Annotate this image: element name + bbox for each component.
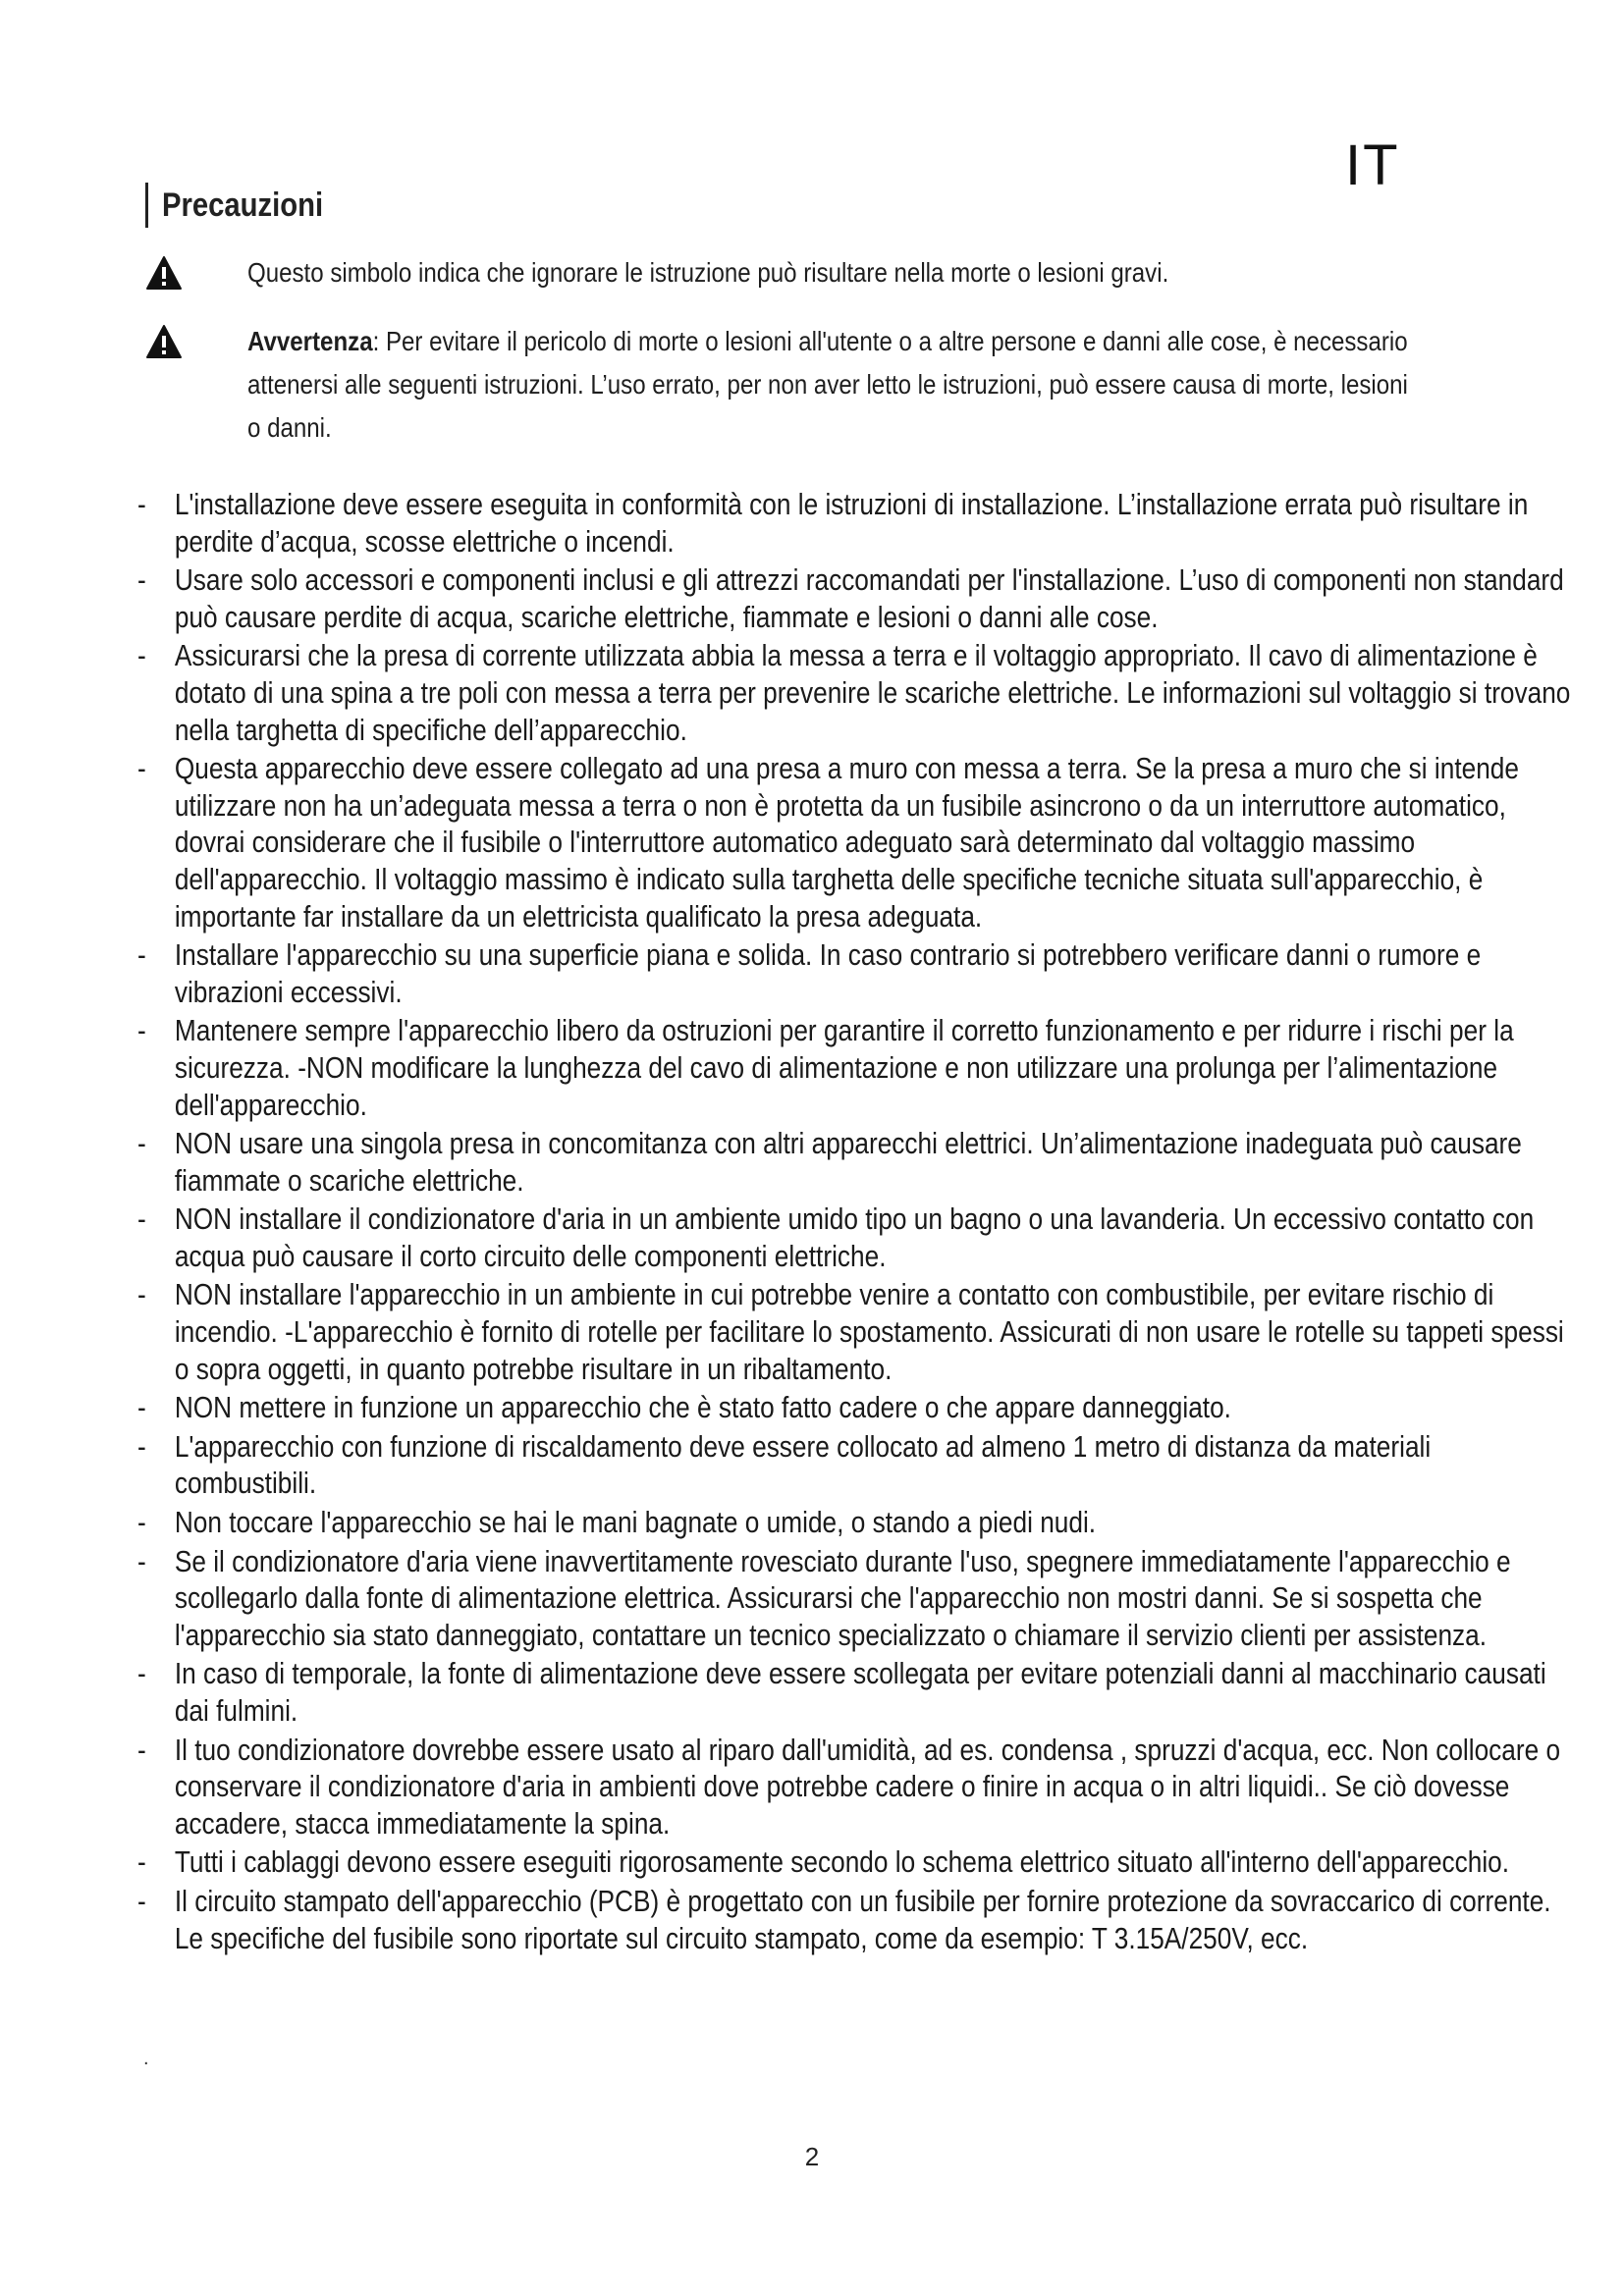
list-item — [137, 1884, 1573, 1957]
warning-label-2: Avvertenza — [247, 326, 373, 356]
list-item-text: Installare l'apparecchio su una superficie piana e solida. In caso contrario si potrebbero verificare danni o rumore e vibrazioni eccessivi. — [174, 938, 1482, 1009]
list-marker: - — [137, 1202, 146, 1237]
list-marker: - — [137, 563, 146, 598]
list-marker: - — [137, 1657, 146, 1691]
list-marker: - — [137, 1845, 146, 1880]
list-marker: - — [137, 1506, 146, 1540]
list-item — [137, 937, 1573, 1011]
list-item-text: Non toccare l'apparecchio se hai le mani bagnate o umide, o stando a piedi nudi. — [174, 1506, 1097, 1540]
warning-text-2 — [247, 320, 1413, 450]
list-marker: - — [137, 488, 146, 521]
list-item — [137, 562, 1573, 636]
list-item — [137, 638, 1573, 749]
list-item-text: Il tuo condizionatore dovrebbe essere usato al riparo dall'umidità, ad es. condensa , spruzzi d'acqua, ecc. Non collocare o conservare il condizionatore d'aria in ambienti dove potrebbe cadere o finire in acqua o in altri liquidi.. Se ciò dovesse accadere, stacca immediatamente la spina. — [174, 1733, 1561, 1841]
list-marker: - — [137, 1278, 146, 1312]
list-item — [137, 751, 1573, 935]
list-item-text: L'installazione deve essere eseguita in conformità con le istruzioni di installazione. L’installazione errata può risultare in perdite d’acqua, scosse elettriche o incendi. — [174, 488, 1529, 559]
warning-text-1 — [247, 251, 1413, 294]
list-item-text: NON installare il condizionatore d'aria in un ambiente umido tipo un bagno o una lavanderia. Un eccessivo contatto con acqua può causare il corto circuito delle componenti elettriche. — [174, 1202, 1535, 1273]
list-item — [137, 1277, 1573, 1388]
list-item-text: Questa apparecchio deve essere collegato ad una presa a muro con messa a terra. Se la presa a muro che si intende utilizzare non ha un’adeguata messa a terra o non è protetta da un fusibile asincrono o da un interruttore automatico, dovrai considerare che il fusibile o l'interruttore automatico adeguato sarà determinato dal voltaggio massimo dell'apparecchio. Il voltaggio massimo è indicato sulla targhetta delle specifiche tecniche situata sull'apparecchio, è importante far installare da un elettricista qualificato la presa adeguata. — [174, 752, 1519, 934]
list-marker: - — [137, 1127, 146, 1161]
list-item-text: Tutti i cablaggi devono essere eseguiti rigorosamente secondo lo schema elettrico situato all'interno dell'apparecchio. — [174, 1845, 1510, 1880]
list-item-text: Assicurarsi che la presa di corrente utilizzata abbia la messa a terra e il voltaggio appropriato. Il cavo di alimentazione è dotato di una spina a tre poli con messa a terra per prevenire le scariche elettriche. Le informazioni sul voltaggio si trovano nella targhetta di specifiche dell’apparecchio. — [174, 639, 1571, 747]
list-marker: - — [137, 1544, 146, 1578]
list-marker: - — [137, 1391, 146, 1425]
list-item — [137, 1429, 1573, 1503]
list-item — [137, 1733, 1573, 1843]
list-item — [137, 1844, 1573, 1882]
list-item-text: NON usare una singola presa in concomitanza con altri apparecchi elettrici. Un’alimentazione inadeguata può causare fiammate o scariche elettriche. — [174, 1127, 1522, 1198]
page-title: Precauzioni — [162, 186, 324, 224]
warning-triangle-icon — [145, 324, 183, 359]
list-marker: - — [137, 1014, 146, 1048]
section-divider — [145, 183, 148, 228]
section-header — [145, 183, 350, 228]
list-item — [137, 487, 1573, 561]
list-marker: - — [137, 1429, 146, 1464]
list-item — [137, 1390, 1573, 1427]
language-code: IT — [1345, 133, 1400, 197]
list-marker: - — [137, 938, 146, 973]
list-item-text: L'apparecchio con funzione di riscaldamento deve essere collocato ad almeno 1 metro di distanza da materiali combustibili. — [174, 1429, 1432, 1501]
list-item-text: Se il condizionatore d'aria viene inavvertitamente rovesciato durante l'uso, spegnere immediatamente l'apparecchio e scollegarlo dalla fonte di alimentazione elettrica. Assicurarsi che l'apparecchio non mostri danni. Se si sospetta che l'apparecchio sia stato danneggiato, contattare un tecnico specializzato o chiamare il servizio clienti per assistenza. — [174, 1544, 1511, 1652]
page-number: 2 — [804, 2142, 820, 2171]
list-item — [137, 1013, 1573, 1124]
warning-body-1: Questo simbolo indica che ignorare le istruzione può risultare nella morte o lesioni gravi. — [247, 257, 1169, 288]
warning-triangle-icon — [145, 255, 183, 291]
list-marker: - — [137, 639, 146, 673]
list-item-text: Il circuito stampato dell'apparecchio (PCB) è progettato con un fusibile per fornire protezione da sovraccarico di corrente. Le specifiche del fusibile sono riportate sul circuito stampato, come da esempio: T 3.15A/250V, ecc. — [174, 1884, 1551, 1955]
list-item — [137, 1505, 1573, 1542]
warning-body-2: : Per evitare il pericolo di morte o lesioni all'utente o a altre persone e danni alle cose, è necessario attenersi alle seguenti istruzioni. L’uso errato, per non aver letto le istruzioni, può essere causa di morte, lesioni o danni. — [247, 326, 1408, 443]
list-item-text: In caso di temporale, la fonte di alimentazione deve essere scollegata per evitare potenziali danni al macchinario causati dai fulmini. — [174, 1657, 1546, 1728]
list-item — [137, 1544, 1573, 1655]
list-item-text: NON installare l'apparecchio in un ambiente in cui potrebbe venire a contatto con combustibile, per evitare rischio di incendio. -L'apparecchio è fornito di rotelle per facilitare lo spostamento. Assicurati di non usare le rotelle su tappeti spessi o sopra oggetti, in quanto potrebbe risultare in un ribaltamento. — [174, 1278, 1564, 1386]
list-item-text: Mantenere sempre l'apparecchio libero da ostruzioni per garantire il corretto funzionamento e per ridurre i rischi per la sicurezza. -NON modificare la lunghezza del cavo di alimentazione e non utilizzare una prolunga per l’alimentazione dell'apparecchio. — [174, 1014, 1514, 1122]
list-marker: - — [137, 1733, 146, 1767]
list-item-text: Usare solo accessori e componenti inclusi e gli attrezzi raccomandati per l'installazione. L’uso di componenti non standard può causare perdite di acqua, scariche elettriche, fiammate e lesioni o danni alle cose. — [174, 563, 1564, 634]
list-item — [137, 1656, 1573, 1730]
stray-mark: . — [143, 2048, 149, 2069]
list-item — [137, 1126, 1573, 1200]
list-item — [137, 1201, 1573, 1275]
precautions-list — [137, 487, 1573, 1959]
list-item-text: NON mettere in funzione un apparecchio che è stato fatto cadere o che appare danneggiato. — [174, 1391, 1231, 1425]
list-marker: - — [137, 1884, 146, 1918]
list-marker: - — [137, 752, 146, 786]
